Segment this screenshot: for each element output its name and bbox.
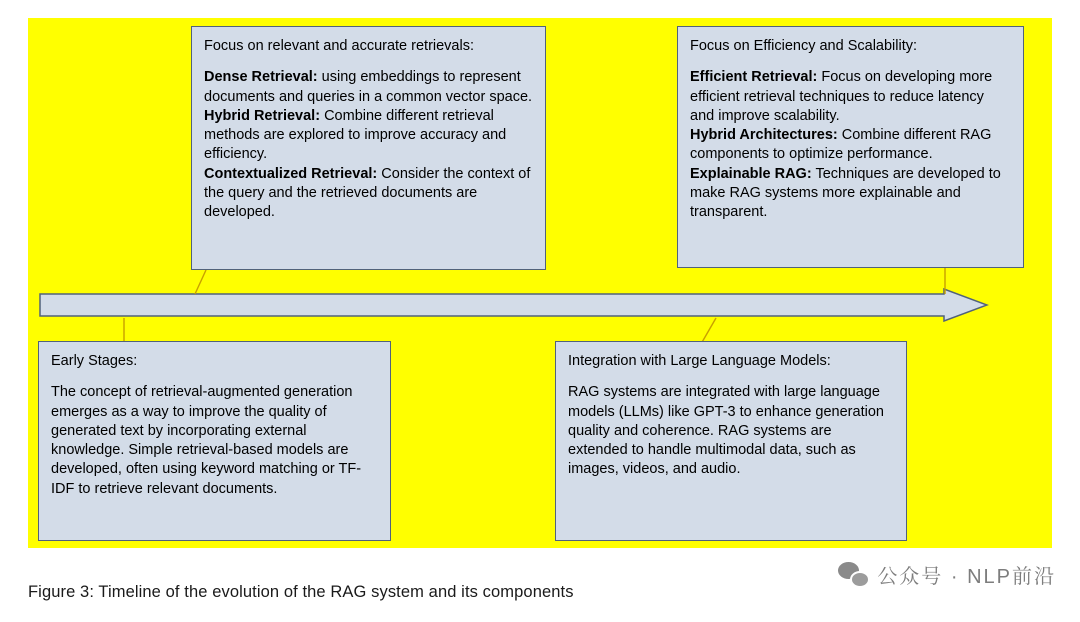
box-item <box>690 126 1011 165</box>
milestone-box-efficiency-scalability <box>677 26 1024 268</box>
box-item <box>204 68 533 107</box>
item-label: Hybrid Architectures: <box>690 127 838 144</box>
connector-top-left <box>143 270 213 292</box>
figure-caption: Figure 3: Timeline of the evolution of the RAG system and its components <box>28 583 574 601</box>
item-text: The concept of retrieval-augmented generation emerges as a way to improve the quality of generated text by incorporating external knowledge. Simple retrieval-based models are developed, often using keyword matching or TF-IDF to retrieve relevant documents. <box>51 384 362 497</box>
item-text: Combine different RAG components to optimize performance. <box>690 127 992 163</box>
item-label: Contextualized Retrieval: <box>204 165 378 182</box>
item-text: Techniques are developed to make RAG systems more explainable and transparent. <box>690 165 1001 221</box>
item-label: Dense Retrieval: <box>204 69 318 86</box>
item-text: using embeddings to represent documents and queries in a common vector space. <box>204 69 533 105</box>
box-item <box>204 107 533 165</box>
milestone-box-llm-integration <box>555 341 907 541</box>
box-item <box>204 165 533 223</box>
wechat-icon <box>838 562 868 588</box>
item-text: Combine different retrieval methods are explored to improve accuracy and efficiency. <box>204 107 507 163</box>
item-text: Consider the context of the query and the retrieved documents are developed. <box>204 165 531 221</box>
box-item <box>51 383 378 499</box>
box-item <box>568 383 894 479</box>
item-label: Explainable RAG: <box>690 165 812 182</box>
box-title: Focus on relevant and accurate retrievals: <box>204 38 474 54</box>
box-title: Early Stages: <box>51 353 138 369</box>
milestone-box-early-stages <box>38 341 391 541</box>
item-text: Focus on developing more efficient retrieval techniques to reduce latency and improve scalability. <box>690 69 993 124</box>
box-title: Integration with Large Language Models: <box>568 353 831 369</box>
box-item <box>690 165 1011 223</box>
item-text: RAG systems are integrated with large language models (LLMs) like GPT-3 to enhance generation quality and coherence. RAG systems are extended to handle multimodal data, such as images, videos, and audio. <box>568 384 884 478</box>
watermark <box>838 560 1056 589</box>
watermark-text: 公众号 · NLP前沿 <box>877 566 1056 588</box>
item-label: Hybrid Retrieval: <box>204 107 321 124</box>
box-item <box>690 68 1011 126</box>
item-label: Efficient Retrieval: <box>690 69 818 86</box>
box-title: Focus on Efficiency and Scalability: <box>690 38 918 54</box>
diagram-canvas <box>28 18 1052 548</box>
connector-top-right <box>928 268 968 292</box>
milestone-box-focus-retrievals <box>191 26 546 270</box>
